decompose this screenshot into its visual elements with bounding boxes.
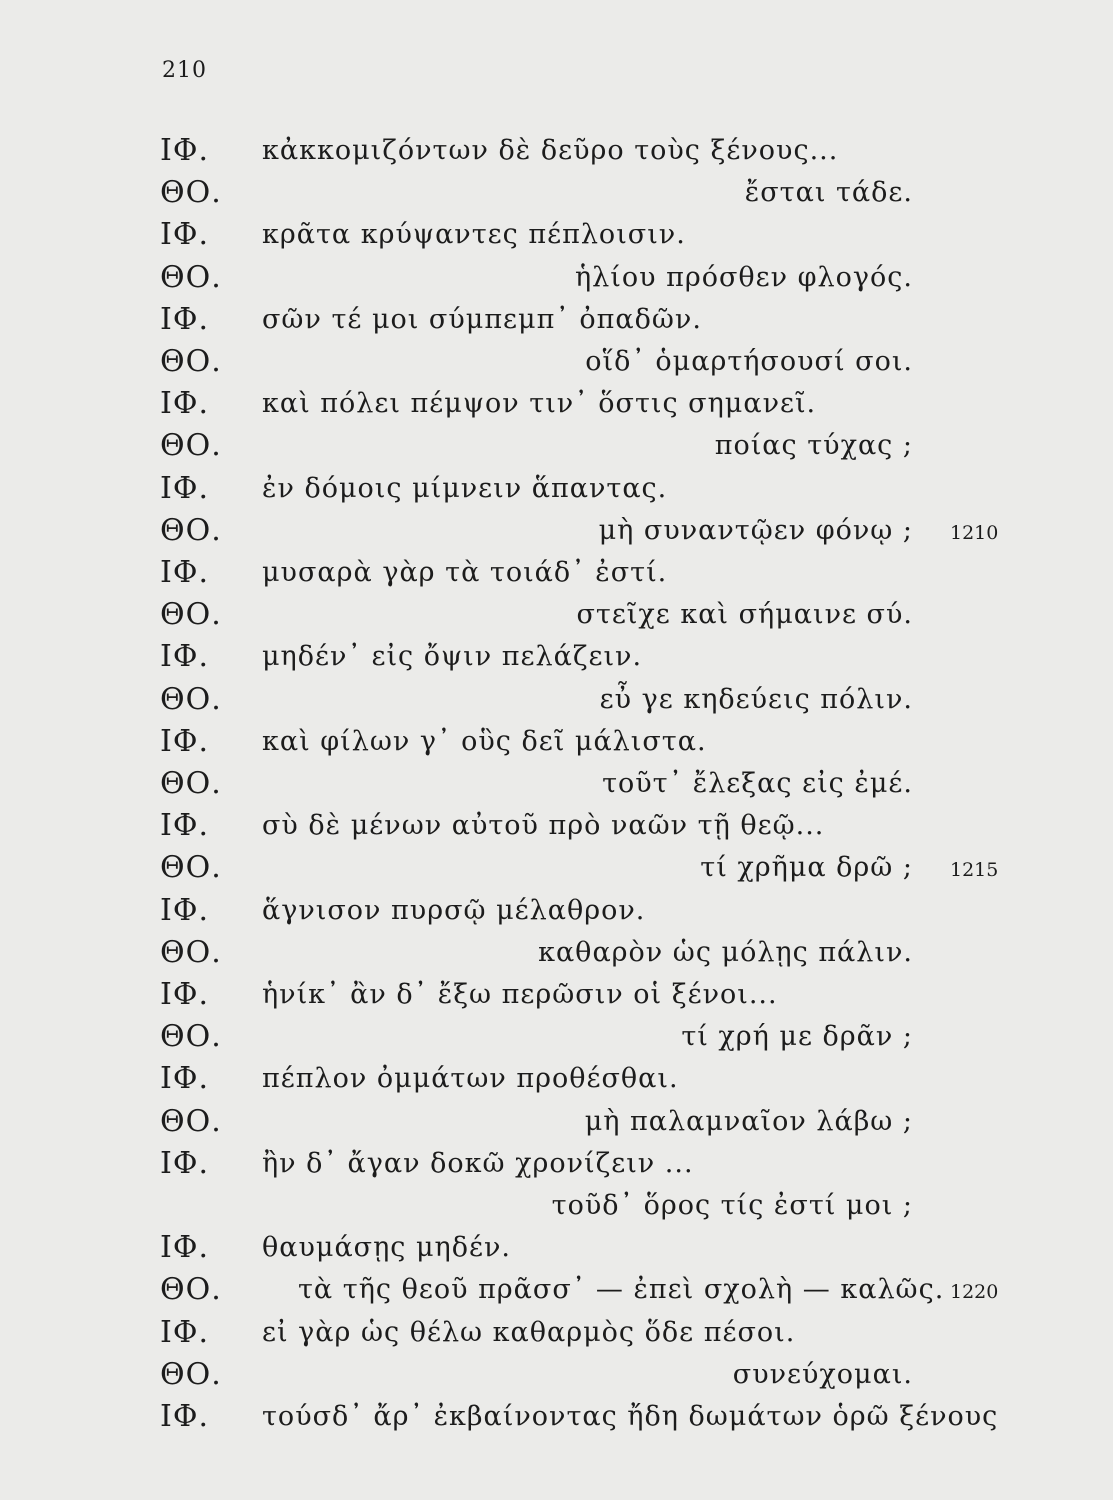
verse-text: ἅγνισον πυρσῷ μέλαθρον. <box>262 894 646 926</box>
verse-line <box>0 805 1113 847</box>
verse-line <box>0 425 1113 467</box>
verse-line <box>0 214 1113 256</box>
verse-text: καὶ πόλει πέμψον τιν᾽ ὅστις σημανεῖ. <box>262 388 817 420</box>
speaker-label: ΘΟ. <box>160 1272 222 1308</box>
verse-text: κἀκκομιζόντων δὲ δεῦρο τοὺς ξένους... <box>262 135 839 166</box>
line-number: 1215 <box>950 859 999 882</box>
speaker-label: ΙΦ. <box>160 1314 209 1350</box>
speaker-label: ΘΟ. <box>160 512 222 548</box>
verse-line <box>0 932 1113 974</box>
verse-line <box>0 1227 1113 1269</box>
speaker-label: ΘΟ. <box>160 597 222 633</box>
verse-text: καθαρὸν ὡς μόλῃς πάλιν. <box>538 936 913 968</box>
verse-line <box>0 679 1113 721</box>
speaker-label: ΙΦ. <box>160 470 209 506</box>
speaker-label: ΙΦ. <box>160 1145 209 1181</box>
speaker-label: ΙΦ. <box>160 133 209 168</box>
verse-text: τί χρῆμα δρῶ ; <box>700 852 913 884</box>
verse-line <box>0 1101 1113 1143</box>
verse-line <box>0 1269 1113 1311</box>
verse-line <box>0 172 1113 214</box>
verse-text: οἵδ᾽ ὁμαρτήσουσί σοι. <box>585 346 913 377</box>
speaker-label: ΘΟ. <box>160 344 222 379</box>
speaker-label: ΙΦ. <box>160 639 209 675</box>
verse-text: μηδέν᾽ εἰς ὄψιν πελάζειν. <box>262 641 643 673</box>
verse-text: τί χρή με δρᾶν ; <box>681 1021 913 1053</box>
verse-line <box>0 510 1113 552</box>
verse-line <box>0 130 1113 172</box>
verse-line <box>0 890 1113 932</box>
verse-line <box>0 1016 1113 1058</box>
verse-line <box>0 847 1113 889</box>
verse-text: εἰ γὰρ ὡς θέλω καθαρμὸς ὅδε πέσοι. <box>262 1316 796 1348</box>
verse-text: στεῖχε καὶ σήμαινε σύ. <box>576 599 913 631</box>
verse-line <box>0 552 1113 594</box>
verse-text: ἡνίκ᾽ ἂν δ᾽ ἔξω περῶσιν οἱ ξένοι... <box>262 979 778 1010</box>
speaker-label: ΘΟ. <box>160 850 222 886</box>
speaker-label: ΘΟ. <box>160 1019 222 1055</box>
verse-line <box>0 594 1113 636</box>
verse-text: εὖ γε κηδεύεις πόλιν. <box>599 683 913 715</box>
speaker-label: ΙΦ. <box>160 1230 209 1266</box>
speaker-label: ΙΦ. <box>160 723 209 759</box>
verse-text: ἢν δ᾽ ἄγαν δοκῶ χρονίζειν ... <box>262 1147 694 1179</box>
verse-text: τοῦδ᾽ ὅρος τίς ἐστί μοι ; <box>551 1190 913 1221</box>
verse-text: σὺ δὲ μένων αὐτοῦ πρὸ ναῶν τῇ θεῷ... <box>262 810 825 842</box>
speaker-label: ΘΟ. <box>160 175 222 211</box>
verse-line <box>0 299 1113 341</box>
verse-text: τοῦτ᾽ ἔλεξας εἰς ἐμέ. <box>602 768 913 799</box>
speaker-label: ΙΦ. <box>160 301 209 337</box>
verse-text: ἐν δόμοις μίμνειν ἅπαντας. <box>262 472 668 504</box>
speaker-label: ΙΦ. <box>160 892 209 928</box>
page-number: 210 <box>162 58 207 83</box>
verse-line <box>0 468 1113 510</box>
speaker-label: ΙΦ. <box>160 555 209 590</box>
speaker-label: ΘΟ. <box>160 1103 222 1139</box>
verse-line <box>0 257 1113 299</box>
verse-line <box>0 383 1113 425</box>
verse-text: τούσδ᾽ ἄρ᾽ ἐκβαίνοντας ἤδη δωμάτων ὁρῶ ξένους <box>262 1401 999 1432</box>
verse-line <box>0 1185 1113 1227</box>
speaker-label: ΘΟ. <box>160 681 222 717</box>
line-number: 1220 <box>950 1281 999 1304</box>
speaker-label: ΙΦ. <box>160 808 209 844</box>
verse-line <box>0 1312 1113 1354</box>
verse-line <box>0 721 1113 763</box>
verse-text: μὴ συναντῷεν φόνῳ ; <box>598 514 913 546</box>
verse-line <box>0 1354 1113 1396</box>
verse-line <box>0 341 1113 383</box>
speaker-label: ΘΟ. <box>160 428 222 464</box>
verse-text: ποίας τύχας ; <box>714 430 913 462</box>
verse-line <box>0 1143 1113 1185</box>
speaker-label: ΙΦ. <box>160 217 209 253</box>
speaker-label: ΘΟ. <box>160 766 222 801</box>
speaker-label: ΘΟ. <box>160 1356 222 1392</box>
speaker-label: ΙΦ. <box>160 1399 209 1434</box>
verse-text: μυσαρὰ γὰρ τὰ τοιάδ᾽ ἐστί. <box>262 557 668 588</box>
verse-text: ἔσται τάδε. <box>744 177 913 209</box>
verse-text: συνεύχομαι. <box>732 1358 913 1390</box>
verse-text: σῶν τέ μοι σύμπεμπ᾽ ὀπαδῶν. <box>262 303 702 335</box>
verse-text: ἡλίου πρόσθεν φλογός. <box>574 261 913 293</box>
speaker-label: ΙΦ. <box>160 1061 209 1097</box>
verse-line <box>0 974 1113 1016</box>
verse-text: πέπλον ὀμμάτων προθέσθαι. <box>262 1063 679 1095</box>
speaker-label: ΘΟ. <box>160 259 222 295</box>
verse-line <box>0 1058 1113 1100</box>
verse-text: τὰ τῆς θεοῦ πρᾶσσ᾽ — ἐπεὶ σχολὴ — καλῶς. <box>298 1274 945 1306</box>
verse-text: καὶ φίλων γ᾽ οὓς δεῖ μάλιστα. <box>262 725 707 757</box>
verse-text: θαυμάσῃς μηδέν. <box>262 1232 511 1264</box>
verse-line <box>0 763 1113 805</box>
verse-text: μὴ παλαμναῖον λάβω ; <box>584 1105 913 1137</box>
speaker-label: ΘΟ. <box>160 934 222 970</box>
speaker-label: ΙΦ. <box>160 386 209 422</box>
verse-text: κρᾶτα κρύψαντες πέπλοισιν. <box>262 219 686 251</box>
verse-line <box>0 1396 1113 1438</box>
speaker-label: ΙΦ. <box>160 977 209 1012</box>
verse-line <box>0 636 1113 678</box>
line-number: 1210 <box>950 521 999 544</box>
